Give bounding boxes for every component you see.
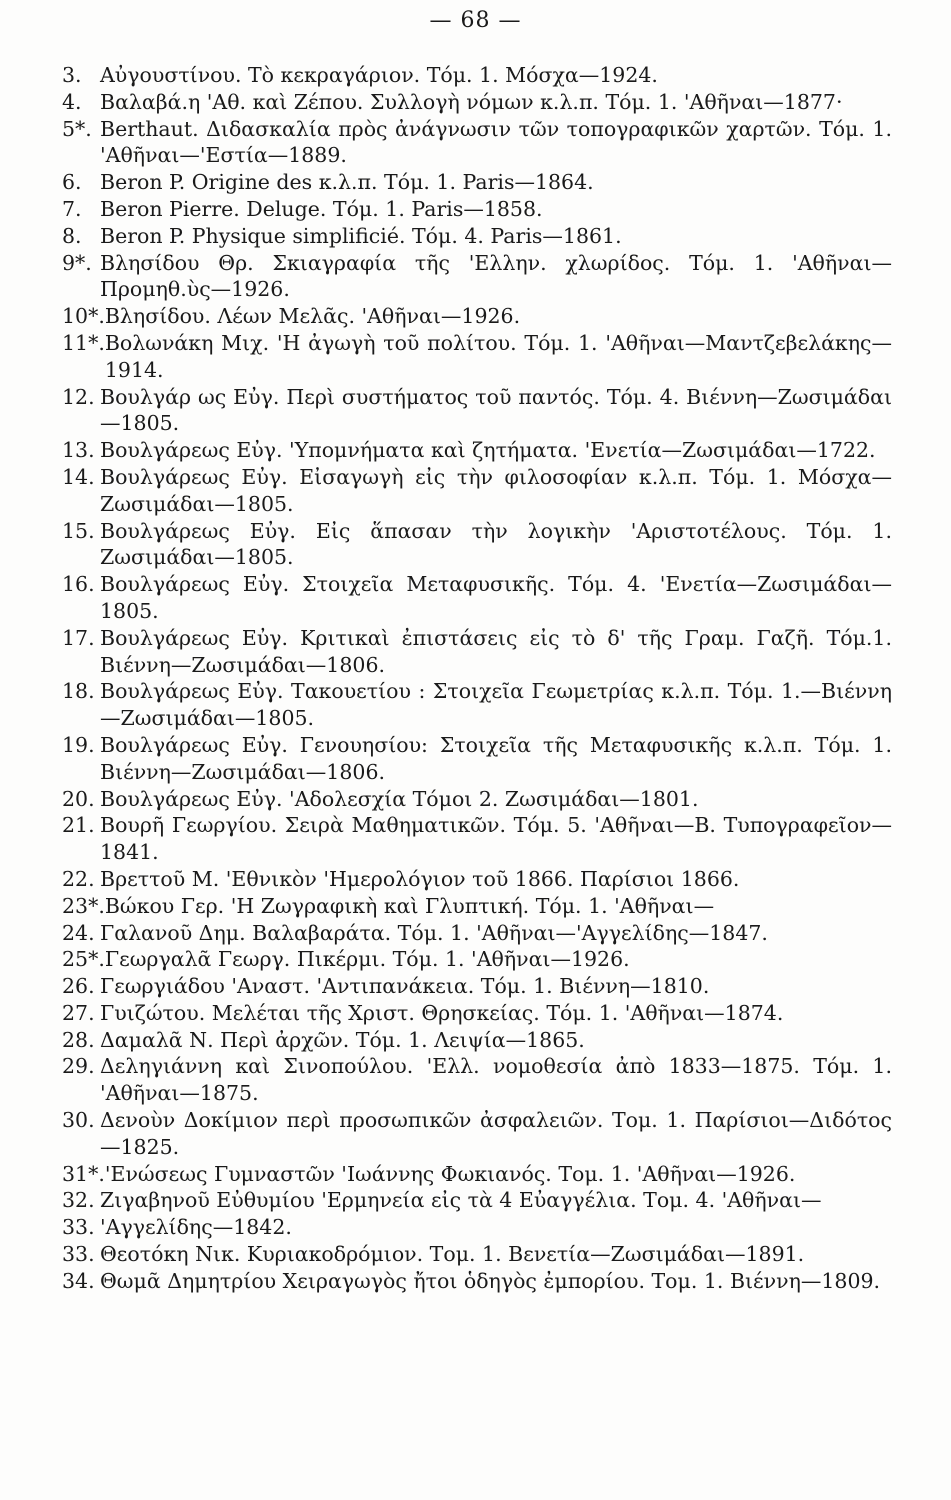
entry-number: 31*. (62, 1161, 105, 1186)
entry-text: Βουλγάρεως Εὐγ. Στοιχεῖα Μεταφυσικῆς. Τόμ. 4. 'Ενετία—Ζωσιμάδαι—1805. (100, 572, 892, 623)
bibliography-entry (62, 893, 892, 920)
entry-number: 23*. (62, 893, 105, 918)
entry-number: 15. (62, 518, 95, 543)
entry-text: Γεωργιάδου 'Αναστ. 'Αντιπανάκεια. Τόμ. 1. Βιέννη—1810. (100, 974, 710, 999)
entry-text: Beron Pierre. Deluge. Τόμ. 1. Paris—1858. (100, 196, 543, 221)
bibliography-entry (62, 1187, 892, 1214)
bibliography-entry (62, 786, 892, 813)
entry-text: Beron P. Physique simplificié. Τόμ. 4. Paris—1861. (100, 223, 622, 248)
entry-number: 10*. (62, 304, 105, 329)
bibliography-entry (62, 625, 892, 679)
bibliography-entry (62, 812, 892, 866)
entry-number: 16. (62, 572, 95, 597)
bibliography-entry (62, 169, 892, 196)
bibliography-entry (62, 1107, 892, 1161)
entry-text: Γυιζώτου. Μελέται τῆς Χριστ. Θρησκείας. Τόμ. 1. 'Αθῆναι—1874. (100, 1000, 784, 1025)
bibliography-entry (62, 223, 892, 250)
bibliography-entry (62, 62, 892, 89)
bibliography-entry (62, 920, 892, 947)
entry-number: 28. (62, 1027, 95, 1052)
entry-number: 24. (62, 920, 95, 945)
entry-number: 19. (62, 732, 95, 757)
entry-text: Βουλγάρ ως Εὐγ. Περὶ συστήματος τοῦ παντός. Τόμ. 4. Βιέννη—Ζωσιμάδαι—1805. (100, 384, 892, 436)
entry-number: 14. (62, 464, 95, 489)
bibliography-entry (62, 866, 892, 893)
entry-text: Βουλγάρεως Εὐγ. Κριτικαὶ ἐπιστάσεις εἰς τὸ δ' τῆς Γραμ. Γαζῆ. Τόμ.1. Βιέννη—Ζωσιμάδαι—1806. (100, 625, 892, 677)
entry-number: 33. (62, 1215, 95, 1240)
bibliography-entry (62, 946, 892, 973)
entry-number: 8. (62, 223, 82, 248)
bibliography-entry (62, 571, 892, 625)
entry-number: 18. (62, 679, 95, 704)
bibliography-entry (62, 973, 892, 1000)
entry-number: 6. (62, 170, 82, 195)
entry-number: 21. (62, 813, 95, 838)
entry-text: 'Ενώσεως Γυμναστῶν 'Ιωάννης Φωκιανός. Τομ. 1. 'Αθῆναι—1926. (104, 1161, 796, 1186)
entry-number: 4. (62, 89, 82, 114)
bibliography-entry (62, 1161, 892, 1188)
entry-number: 5*. (62, 116, 92, 141)
entry-text: Γεωργαλᾶ Γεωργ. Πικέρμι. Τόμ. 1. 'Αθῆναι—1926. (104, 947, 630, 972)
entry-text: Berthaut. Διδασκαλία πρὸς ἀνάγνωσιν τῶν τοπογραφικῶν χαρτῶν. Τόμ. 1. 'Αθῆναι—'Εστία—1889. (100, 116, 892, 168)
entry-number: 33. (62, 1242, 95, 1267)
bibliography-entry (62, 116, 892, 170)
bibliography-entry (62, 89, 892, 116)
entry-number: 13. (62, 438, 95, 463)
entry-text: Βρεττοῦ Μ. 'Εθνικὸν 'Ημερολόγιον τοῦ 1866. Παρίσιοι 1866. (100, 866, 740, 891)
entry-text: Δαμαλᾶ Ν. Περὶ ἀρχῶν. Τόμ. 1. Λειψία—1865. (100, 1027, 585, 1052)
entry-number: 30. (62, 1108, 95, 1133)
bibliography-entry (62, 1053, 892, 1107)
entry-text: Βουρῆ Γεωργίου. Σειρὰ Μαθηματικῶν. Τόμ. 5. 'Αθῆναι—Β. Τυπογραφεῖον—1841. (100, 813, 892, 865)
entry-number: 20. (62, 786, 95, 811)
entry-number: 29. (62, 1054, 95, 1079)
entry-text: Γαλανοῦ Δημ. Βαλαβαράτα. Τόμ. 1. 'Αθῆναι—'Αγγελίδης—1847. (100, 920, 768, 945)
entry-text: Βαλαβά.η 'Αθ. καὶ Ζέπου. Συλλογὴ νόμων κ.λ.π. Τόμ. 1. 'Αθῆναι—1877· (100, 89, 843, 114)
bibliography-entry (62, 1214, 892, 1241)
bibliography-entry (62, 303, 892, 330)
entry-number: 3. (62, 63, 82, 87)
bibliography-entry (62, 1027, 892, 1054)
bibliography-entry (62, 678, 892, 732)
bibliography-entry (62, 384, 892, 438)
bibliography-entry (62, 1000, 892, 1027)
bibliography-entry (62, 250, 892, 304)
bibliography-entry (62, 1268, 892, 1295)
bibliography-entry (62, 196, 892, 223)
entry-text: Βολωνάκη Μιχ. 'Η ἀγωγὴ τοῦ πολίτου. Τόμ. 1. 'Αθῆναι—Μαντζεβελάκης—1914. (104, 330, 892, 382)
entry-number: 22. (62, 866, 95, 891)
bibliography-entry (62, 330, 892, 384)
entry-number: 32. (62, 1188, 95, 1213)
entry-text: Βουλγάρεως Εὐγ. Εἰς ἅπασαν τὴν λογικὴν 'Αριστοτέλους. Τόμ. 1. Ζωσιμάδαι—1805. (100, 518, 892, 570)
entry-text: Ζιγαβηνοῦ Εὐθυμίου 'Ερμηνεία εἰς τὰ 4 Εὐαγγέλια. Τομ. 4. 'Αθῆναι— (100, 1188, 822, 1213)
entry-number: 11*. (62, 330, 105, 355)
entry-number: 17. (62, 625, 95, 650)
bibliography-entry (62, 437, 892, 464)
entry-number: 25*. (62, 947, 105, 972)
entry-number: 26. (62, 974, 95, 999)
entry-text: 'Αγγελίδης—1842. (100, 1215, 292, 1240)
bibliography-entry (62, 518, 892, 572)
entry-text: Βουλγάρεως Εὐγ. 'Υπομνήματα καὶ ζητήματα. 'Ενετία—Ζωσιμάδαι—1722. (100, 438, 876, 463)
entry-text: Βουλγάρεως Εὐγ. Γενουησίου: Στοιχεῖα τῆς Μεταφυσικῆς κ.λ.π. Τόμ. 1. Βιέννη—Ζωσιμάδαι—1806. (100, 732, 892, 784)
entry-number: 7. (62, 196, 82, 221)
entry-number: 27. (62, 1000, 95, 1025)
entry-text: Βουλγάρεως Εὐγ. Τακουετίου : Στοιχεῖα Γεωμετρίας κ.λ.π. Τόμ. 1.—Βιέννη—Ζωσιμάδαι—1805. (100, 679, 892, 731)
page-number: — 68 — (429, 8, 522, 33)
bibliography-entry (62, 1241, 892, 1268)
entry-text: Βουλγάρεως Εὐγ. Εἰσαγωγὴ εἰς τὴν φιλοσοφίαν κ.λ.π. Τόμ. 1. Μόσχα—Ζωσιμάδαι—1805. (100, 464, 892, 516)
bibliography-entry (62, 732, 892, 786)
entry-text: Beron P. Origine des κ.λ.π. Τόμ. 1. Paris—1864. (100, 170, 594, 195)
entry-text: Δενοὺν Δοκίμιον περὶ προσωπικῶν ἀσφαλειῶν. Τομ. 1. Παρίσιοι—Διδότος—1825. (100, 1108, 892, 1159)
entry-number: 12. (62, 384, 95, 409)
entry-text: Βουλγάρεως Εὐγ. 'Αδολεσχία Τόμοι 2. Ζωσιμάδαι—1801. (100, 786, 699, 811)
entry-text: Αὐγουστίνου. Τὸ κεκραγάριον. Τόμ. 1. Μόσχα—1924. (100, 63, 658, 87)
entry-text: Δεληγιάννη καὶ Σινοπούλου. 'Ελλ. νομοθεσία ἀπὸ 1833—1875. Τόμ. 1. 'Αθῆναι—1875. (100, 1054, 892, 1106)
entry-text: Βλησίδου. Λέων Μελᾶς. 'Αθῆναι—1926. (104, 304, 521, 329)
entry-text: Βλησίδου Θρ. Σκιαγραφία τῆς 'Ελλην. χλωρίδος. Τόμ. 1. 'Αθῆναι—Προμηθ.ὺς—1926. (100, 250, 892, 302)
entry-text: Θεοτόκη Νικ. Κυριακοδρόμιον. Τομ. 1. Βενετία—Ζωσιμάδαι—1891. (100, 1242, 805, 1267)
entry-text: Βώκου Γερ. 'Η Ζωγραφικὴ καὶ Γλυπτική. Τόμ. 1. 'Αθῆναι— (104, 893, 715, 918)
entry-number: 34. (62, 1268, 95, 1293)
entry-text: Θωμᾶ Δημητρίου Χειραγωγὸς ἤτοι ὁδηγὸς ἐμπορίου. Τομ. 1. Βιέννη—1809. (100, 1268, 881, 1293)
bibliography-entry (62, 464, 892, 518)
entry-number: 9*. (62, 250, 92, 275)
bibliography-list (62, 62, 892, 1295)
